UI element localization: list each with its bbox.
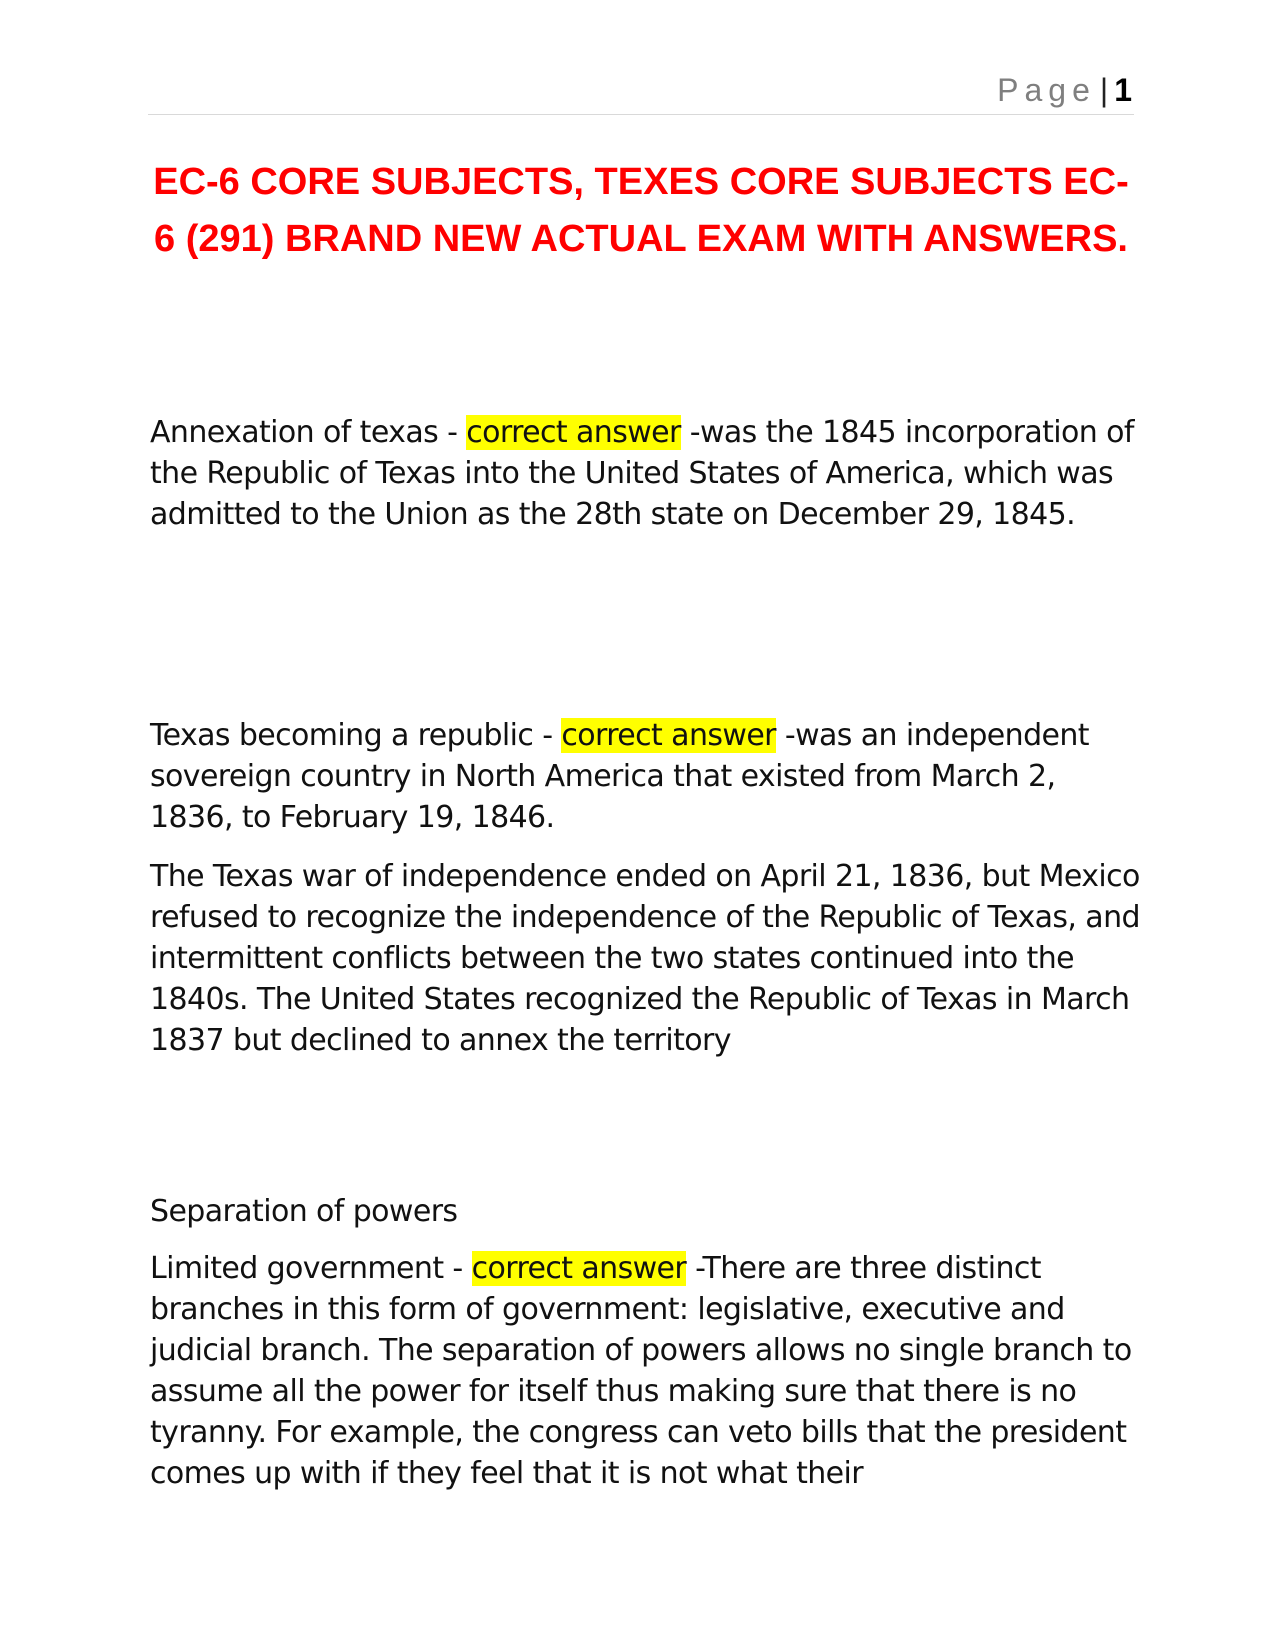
correct-answer-highlight: correct answer: [471, 1251, 687, 1286]
correct-answer-highlight: correct answer: [561, 718, 776, 753]
entry-term: Annexation of texas -: [150, 415, 467, 450]
entry-definition: -was the 1845 incorporation of the Republic of Texas into the United States of America, which was admitted to the Union as the 28th state on December 29, 1845.: [150, 415, 1134, 532]
page-header: [148, 70, 1134, 115]
entry-definition: -was an independent sovereign country in North America that existed from March 2, 1836, to February 19, 1846.: [150, 718, 1089, 835]
entry-limited-government: [150, 1248, 1140, 1494]
paragraph-separation-of-powers: Separation of powers: [150, 1194, 458, 1229]
page-number: 1: [1114, 72, 1132, 108]
entry-term: Texas becoming a republic -: [150, 718, 562, 753]
page-number-label: [997, 74, 1132, 106]
entry-definition: -There are three distinct branches in this form of government: legislative, executive and judicial branch. The separation of powers allows no single branch to assume all the power for itself thus making sure that there is no tyranny. For example, the congress can veto bills that the president comes up with if they feel that it is not what their: [150, 1251, 1132, 1491]
entry-texas-republic: [150, 715, 1140, 838]
document-title: EC-6 CORE SUBJECTS, TEXES CORE SUBJECTS EC-6 (291) BRAND NEW ACTUAL EXAM WITH ANSWERS.: [153, 161, 1129, 260]
paragraph-texas-war-of-independence: The Texas war of independence ended on April 21, 1836, but Mexico refused to recognize the independence of the Republic of Texas, and intermittent conflicts between the two states continued into the 1840s. The United States recognized the Republic of Texas in March 1837 but declined to annex the territory: [150, 859, 1140, 1058]
page-word: Page: [997, 72, 1096, 108]
entry-term: Limited government -: [150, 1251, 472, 1286]
page-separator: |: [1099, 72, 1109, 108]
correct-answer-highlight: correct answer: [466, 415, 681, 450]
entry-annexation-of-texas: [150, 412, 1140, 535]
